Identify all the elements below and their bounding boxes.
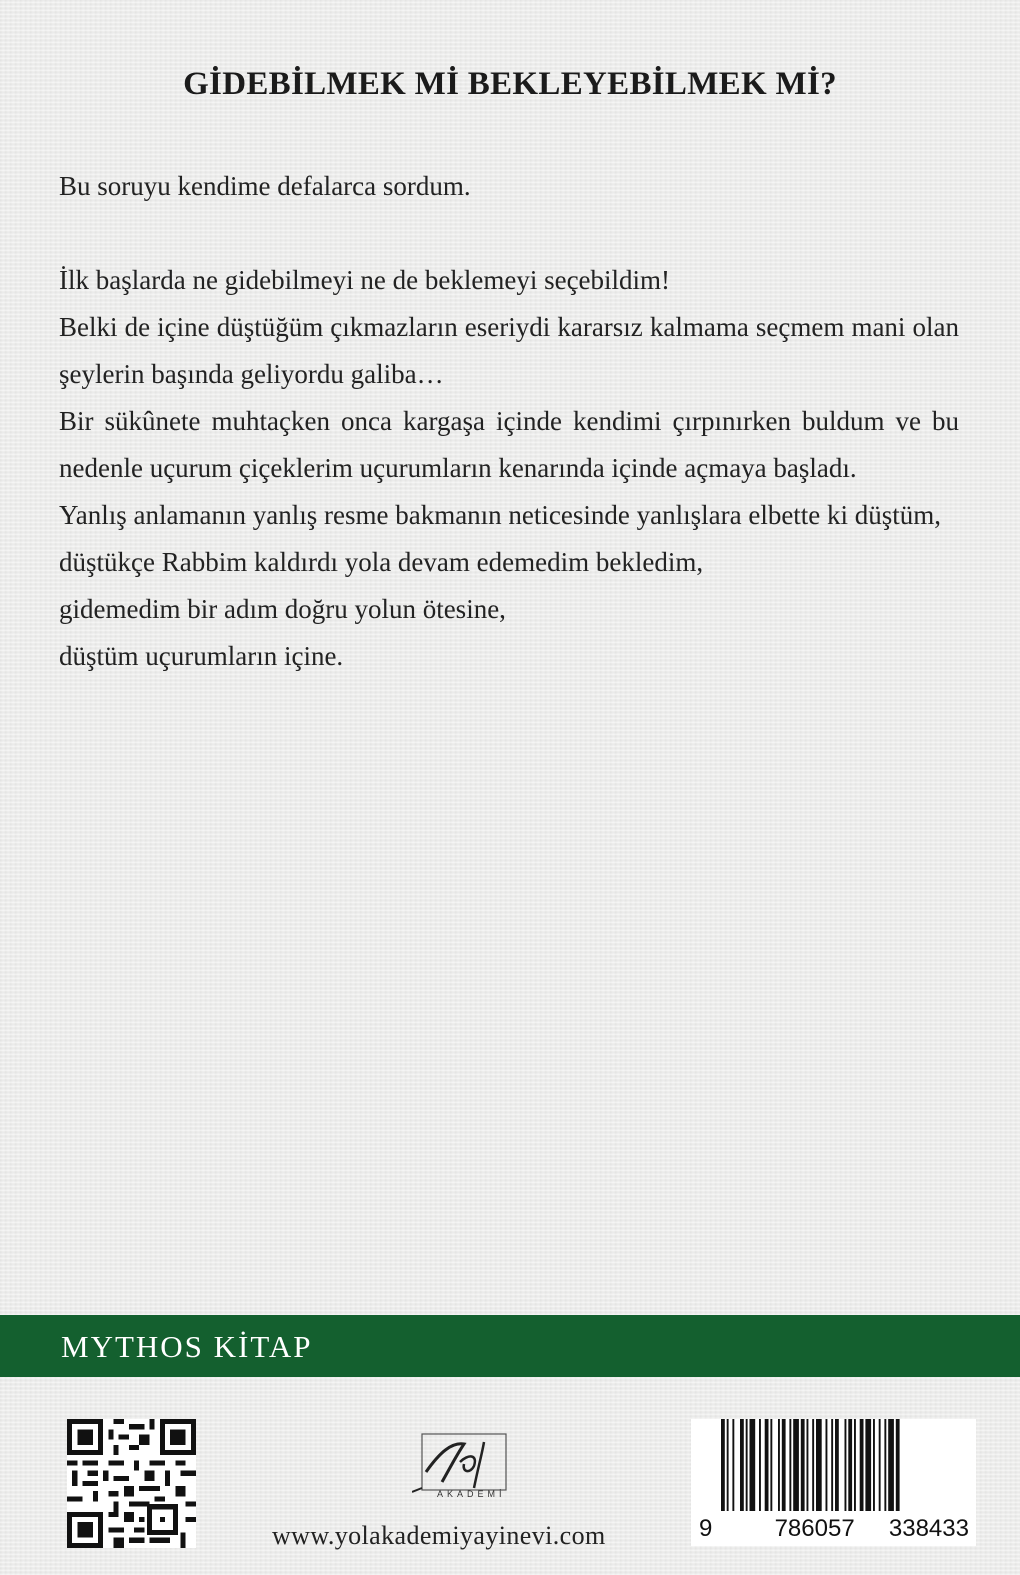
qr-code-icon xyxy=(67,1419,196,1548)
barcode-bar xyxy=(873,1419,875,1511)
barcode-bar xyxy=(765,1419,769,1511)
barcode-bar xyxy=(740,1419,744,1511)
publisher-name: MYTHOS KİTAP xyxy=(61,1329,313,1364)
paragraph: Bir sükûnete muhtaçken onca kargaşa içinde kendimi çırpınırken buldum ve bu nedenle uçurum çiçeklerim uçurumların kenarında içinde açmaya başladı. xyxy=(59,406,959,483)
barcode-bar xyxy=(721,1419,725,1511)
publisher-band xyxy=(0,1315,1020,1377)
barcode-icon xyxy=(691,1419,976,1546)
isbn-group-2: 338433 xyxy=(888,1515,969,1542)
page-title: GİDEBİLMEK Mİ BEKLEYEBİLMEK Mİ? xyxy=(183,66,837,102)
barcode-bar xyxy=(727,1419,729,1511)
barcode-bar xyxy=(778,1419,780,1511)
barcode-bar xyxy=(746,1419,748,1511)
barcode-bar xyxy=(860,1419,864,1511)
paragraph: düştüm uçurumların içine. xyxy=(59,641,344,671)
barcode-bar xyxy=(854,1419,856,1511)
barcode-bar xyxy=(826,1419,828,1511)
isbn-group-1: 786057 xyxy=(774,1515,855,1542)
isbn-digits xyxy=(699,1515,969,1543)
barcode-bar xyxy=(845,1419,847,1511)
barcode-bar xyxy=(750,1419,756,1511)
barcode-bar xyxy=(732,1419,734,1511)
barcode-bar xyxy=(801,1419,805,1511)
barcode-bar xyxy=(848,1419,852,1511)
back-cover-text xyxy=(59,163,959,680)
barcode-bar xyxy=(770,1419,772,1511)
paragraph: düştükçe Rabbim kaldırdı yola devam edemedim bekledim, xyxy=(59,547,704,577)
website-url: www.yolakademiyayinevi.com xyxy=(272,1521,606,1550)
paragraph: Belki de içine düştüğüm çıkmazların eseriydi kararsız kalmama seçmem mani olan şeylerin başında geliyordu galiba… xyxy=(59,312,959,389)
paragraph: gidemedim bir adım doğru yolun ötesine, xyxy=(59,594,506,624)
barcode-bar xyxy=(884,1419,886,1511)
barcode-bar xyxy=(789,1419,791,1511)
barcode-bar xyxy=(879,1419,881,1511)
barcode-bar xyxy=(896,1419,900,1511)
barcode-bar xyxy=(759,1419,761,1511)
isbn-first-digit: 9 xyxy=(699,1515,713,1542)
paragraph: Yanlış anlamanın yanlış resme bakmanın neticesinde yanlışlara elbette ki düştüm, xyxy=(59,500,942,530)
barcode-bar xyxy=(782,1419,786,1511)
barcode-bar xyxy=(835,1419,839,1511)
logo-subtitle: AKADEMİ xyxy=(437,1489,506,1499)
barcode-bar xyxy=(831,1419,833,1511)
barcode-bar xyxy=(816,1419,822,1511)
barcode-bar xyxy=(807,1419,809,1511)
paragraph: Bu soruyu kendime defalarca sordum. xyxy=(59,171,471,201)
barcode-bar xyxy=(793,1419,799,1511)
barcode-bar xyxy=(865,1419,871,1511)
barcode-bar xyxy=(888,1419,894,1511)
paragraph: İlk başlarda ne gidebilmeyi ne de beklemeyi seçebildim! xyxy=(59,265,671,295)
barcode-bar xyxy=(812,1419,814,1511)
